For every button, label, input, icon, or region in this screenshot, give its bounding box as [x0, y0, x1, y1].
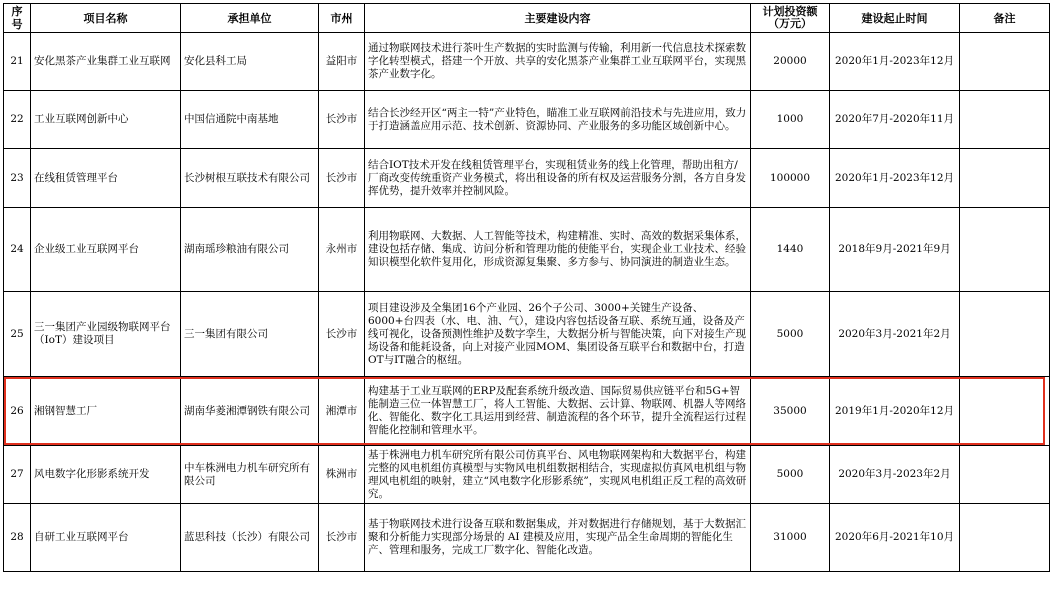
cell-remark — [960, 504, 1050, 572]
cell-unit: 中车株洲电力机车研究所有限公司 — [181, 446, 319, 504]
header-invest-line1: 计划投资额 — [762, 5, 818, 18]
cell-no: 28 — [4, 504, 31, 572]
cell-content: 构建基于工业互联网的ERP及配套系统升级改造、国际贸易供应链平台和5G+智能制造三位一体智慧工厂，将人工智能、大数据、云计算、物联网、机器人等网络化、智能化、数字化工具运用到经营、制造流程的各个环节，提升全流程运行过程智能化控制和管理水平。 — [365, 377, 751, 446]
cell-period: 2020年7月-2020年11月 — [830, 91, 960, 149]
header-remark: 备注 — [960, 4, 1050, 33]
cell-invest: 5000 — [751, 446, 830, 504]
table-row — [4, 91, 1050, 149]
cell-content: 项目建设涉及全集团16个产业园、26个子公司、3000+关键生产设备、6000+台四表（水、电、油、气），建设内容包括设备互联、系统互通，设备及产线可视化，设备预测性维护及数字孪生，大数据分析与智能决策，向下对接生产现场设备和能耗设备，向上对接产业园MOM、集团设备互联平台和数据中台，打造OT与IT融合的枢纽。 — [365, 292, 751, 377]
cell-name: 安化黑茶产业集群工业互联网 — [31, 33, 181, 91]
cell-city: 长沙市 — [319, 91, 365, 149]
cell-no: 26 — [4, 377, 31, 446]
cell-remark — [960, 149, 1050, 208]
cell-content: 基于株洲电力机车研究所有限公司仿真平台、风电物联网架构和大数据平台，构建完整的风电机组仿真模型与实物风电机组数据相结合，实现虚拟仿真风电机组与物理风电机组的映射，建立“风电数字化形影系统”，实现风电机组正反工程的高效研究。 — [365, 446, 751, 504]
cell-remark — [960, 91, 1050, 149]
cell-content: 通过物联网技术进行茶叶生产数据的实时监测与传输，利用新一代信息技术探索数字化转型模式，搭建一个开放、共享的安化黑茶产业集群工业互联网平台，实现黑茶产业数字化。 — [365, 33, 751, 91]
cell-period: 2020年1月-2023年12月 — [830, 33, 960, 91]
table-row — [4, 446, 1050, 504]
cell-unit: 湖南华菱湘潭钢铁有限公司 — [181, 377, 319, 446]
cell-invest: 100000 — [751, 149, 830, 208]
cell-city: 株洲市 — [319, 446, 365, 504]
cell-content: 基于物联网技术进行设备互联和数据集成，并对数据进行存储规划，基于大数据汇聚和分析能力实现部分场景的 AI 建模及应用，实现产品全生命周期的智能化生产、管理和服务，完成工厂数字化、智能化改造。 — [365, 504, 751, 572]
cell-city: 长沙市 — [319, 504, 365, 572]
cell-period: 2020年1月-2023年12月 — [830, 149, 960, 208]
cell-content: 结合IOT技术开发在线租赁管理平台，实现租赁业务的线上化管理，帮助出租方/厂商改变传统重资产业务模式，将出租设备的所有权及运营服务分割，各方自身发挥优势，提升效率并控制风险。 — [365, 149, 751, 208]
header-no: 序号 — [4, 4, 31, 33]
cell-unit: 长沙树根互联技术有限公司 — [181, 149, 319, 208]
header-period: 建设起止时间 — [830, 4, 960, 33]
cell-remark — [960, 208, 1050, 292]
cell-remark — [960, 292, 1050, 377]
header-name: 项目名称 — [31, 4, 181, 33]
project-table — [3, 3, 1050, 572]
cell-unit: 蓝思科技（长沙）有限公司 — [181, 504, 319, 572]
cell-no: 27 — [4, 446, 31, 504]
cell-remark — [960, 33, 1050, 91]
cell-invest: 1440 — [751, 208, 830, 292]
table-row — [4, 504, 1050, 572]
cell-unit: 安化县科工局 — [181, 33, 319, 91]
header-invest — [751, 4, 830, 33]
cell-unit: 中国信通院中南基地 — [181, 91, 319, 149]
cell-name: 风电数字化形影系统开发 — [31, 446, 181, 504]
cell-remark — [960, 446, 1050, 504]
cell-invest: 31000 — [751, 504, 830, 572]
cell-no: 24 — [4, 208, 31, 292]
cell-city: 湘潭市 — [319, 377, 365, 446]
cell-invest: 35000 — [751, 377, 830, 446]
cell-content: 结合长沙经开区“两主一特”产业特色，瞄准工业互联网前沿技术与先进应用，致力于打造涵盖应用示范、技术创新、资源协同、产业服务的多功能区域创新中心。 — [365, 91, 751, 149]
cell-invest: 20000 — [751, 33, 830, 91]
table-row — [4, 33, 1050, 91]
cell-invest: 5000 — [751, 292, 830, 377]
cell-name: 企业级工业互联网平台 — [31, 208, 181, 292]
cell-city: 永州市 — [319, 208, 365, 292]
cell-unit: 湖南瑶珍粮油有限公司 — [181, 208, 319, 292]
table-row — [4, 149, 1050, 208]
cell-remark — [960, 377, 1050, 446]
cell-name: 湘钢智慧工厂 — [31, 377, 181, 446]
cell-name: 在线租赁管理平台 — [31, 149, 181, 208]
cell-period: 2020年3月-2021年2月 — [830, 292, 960, 377]
cell-no: 22 — [4, 91, 31, 149]
cell-period: 2018年9月-2021年9月 — [830, 208, 960, 292]
cell-no: 23 — [4, 149, 31, 208]
cell-period: 2020年6月-2021年10月 — [830, 504, 960, 572]
header-invest-line2: （万元） — [768, 17, 812, 30]
cell-unit: 三一集团有限公司 — [181, 292, 319, 377]
cell-no: 25 — [4, 292, 31, 377]
table-row — [4, 292, 1050, 377]
cell-invest: 1000 — [751, 91, 830, 149]
table-row — [4, 208, 1050, 292]
header-unit: 承担单位 — [181, 4, 319, 33]
cell-city: 长沙市 — [319, 149, 365, 208]
cell-city: 益阳市 — [319, 33, 365, 91]
header-city: 市州 — [319, 4, 365, 33]
table-header-row — [4, 4, 1050, 33]
table-row-highlighted — [4, 377, 1050, 446]
cell-name: 工业互联网创新中心 — [31, 91, 181, 149]
cell-content: 利用物联网、大数据、人工智能等技术，构建精准、实时、高效的数据采集体系，建设包括存储、集成、访问分析和管理功能的使能平台，实现企业工业技术、经验知识模型化软件复用化，形成资源复集聚、多方参与、协同演进的制造业生态。 — [365, 208, 751, 292]
cell-city: 长沙市 — [319, 292, 365, 377]
cell-period: 2020年3月-2023年2月 — [830, 446, 960, 504]
cell-period: 2019年1月-2020年12月 — [830, 377, 960, 446]
cell-name: 三一集团产业园级物联网平台（IoT）建设项目 — [31, 292, 181, 377]
cell-name: 自研工业互联网平台 — [31, 504, 181, 572]
header-content: 主要建设内容 — [365, 4, 751, 33]
cell-no: 21 — [4, 33, 31, 91]
